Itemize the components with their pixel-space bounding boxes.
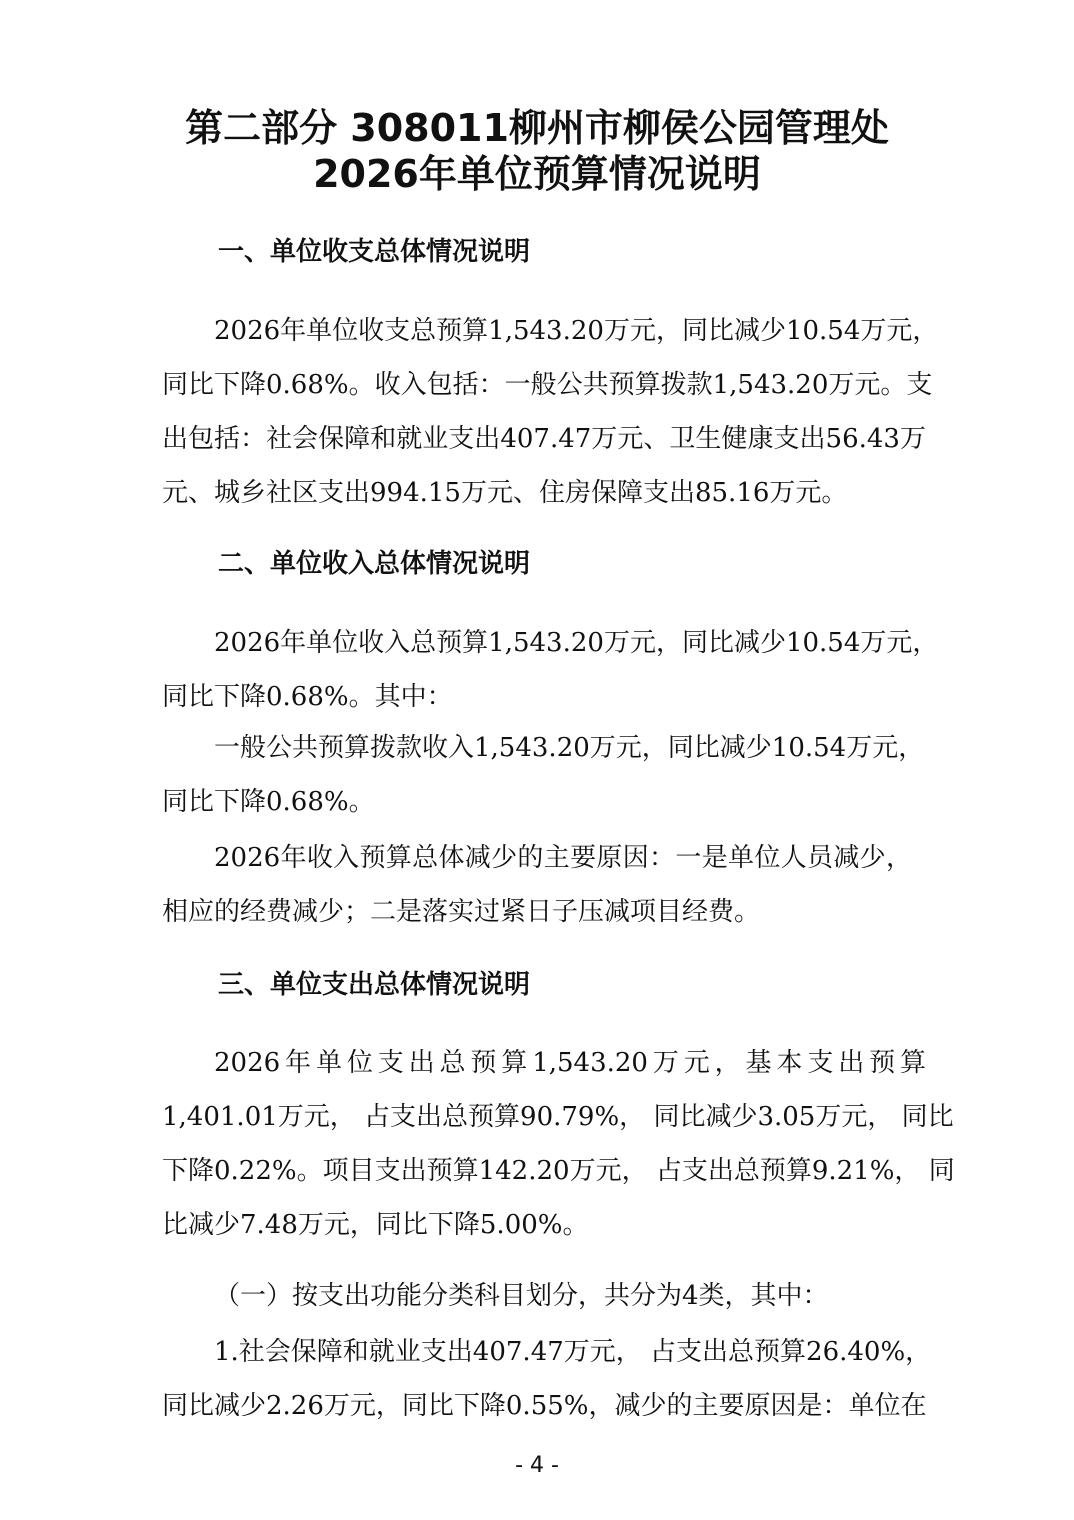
paragraph-line: 相应的经费减少；二是落实过紧日子压减项目经费。	[162, 897, 761, 927]
paragraph-line: 下降0.22%。项目支出预算142.20万元， 占支出总预算9.21%， 同	[162, 1156, 955, 1186]
section-heading-income: 二、单位收入总体情况说明	[218, 549, 531, 579]
paragraph-line: 出包括：社会保障和就业支出407.47万元、卫生健康支出56.43万	[162, 424, 926, 454]
document-title-line2: 2026年单位预算情况说明	[313, 152, 761, 196]
paragraph-line: 同比下降0.68%。收入包括：一般公共预算拨款1,543.20万元。支	[162, 370, 933, 400]
paragraph-line: 比减少7.48万元，同比下降5.00%。	[162, 1210, 589, 1240]
paragraph-line: 同比减少2.26万元，同比下降0.55%，减少的主要原因是：单位在	[162, 1391, 927, 1421]
paragraph-line: 1.社会保障和就业支出407.47万元， 占支出总预算26.40%，	[214, 1337, 932, 1367]
paragraph-line: 2026年单位支出总预算1,543.20万元，基本支出预算	[214, 1048, 926, 1078]
paragraph-line: 2026年单位收支总预算1,543.20万元，同比减少10.54万元，	[214, 316, 939, 346]
document-title-line1: 第二部分 308011柳州市柳侯公园管理处	[185, 106, 889, 150]
paragraph-line: 2026年单位收入总预算1,543.20万元，同比减少10.54万元，	[214, 628, 939, 658]
paragraph-line: 2026年收入预算总体减少的主要原因：一是单位人员减少，	[214, 843, 912, 873]
paragraph-line: 一般公共预算拨款收入1,543.20万元，同比减少10.54万元，	[214, 733, 925, 763]
paragraph-line: 1,401.01万元， 占支出总预算90.79%， 同比减少3.05万元， 同比	[162, 1102, 954, 1132]
paragraph-line: 同比下降0.68%。其中：	[162, 682, 453, 712]
section-heading-expenditure: 三、单位支出总体情况说明	[218, 970, 531, 1000]
paragraph-line: 元、城乡社区支出994.15万元、住房保障支出85.16万元。	[162, 478, 848, 508]
paragraph-line: （一）按支出功能分类科目划分，共分为4类，其中：	[214, 1281, 829, 1311]
page-number: - 4 -	[515, 1453, 559, 1478]
section-heading-income-expenditure: 一、单位收支总体情况说明	[218, 237, 531, 267]
paragraph-line: 同比下降0.68%。	[162, 787, 375, 817]
